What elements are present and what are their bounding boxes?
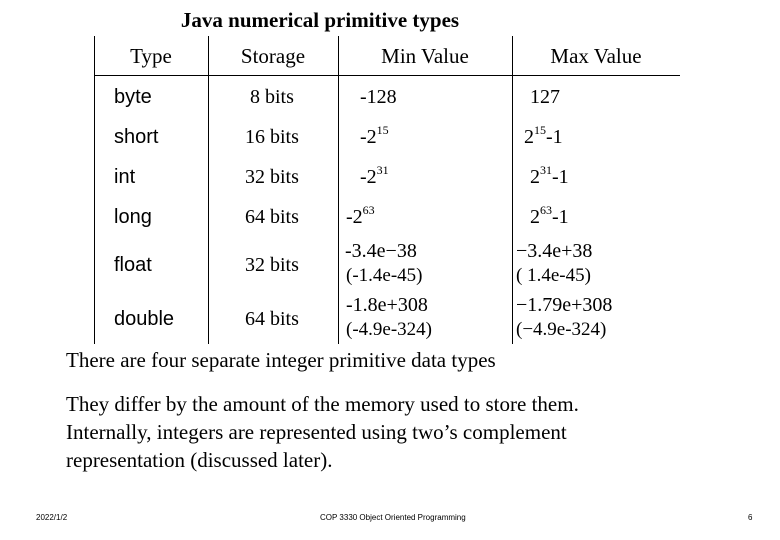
cell-min-short: $-2^{15}$ xyxy=(360,123,389,148)
cell-min-float-value: -3.4e−38 xyxy=(345,240,417,262)
header-storage: Storage xyxy=(240,44,306,68)
cell-max-short: $2^{15}-1$ xyxy=(524,123,563,148)
footer-date: 2022/1/2 xyxy=(36,513,68,522)
cell-min-int: $-2^{31}$ xyxy=(360,163,389,188)
cell-max-double-value: −1.79e+308 xyxy=(516,294,613,316)
cell-type-short: short xyxy=(114,126,159,148)
cell-storage-byte: 8 bits xyxy=(250,86,294,108)
footer-course: COP 3330 Object Oriented Programming xyxy=(320,513,466,522)
cell-min-byte: -128 xyxy=(360,86,397,108)
body-paragraph-2-line-3: representation (discussed later). xyxy=(66,448,333,472)
cell-max-double-subnormal: (−4.9e-324) xyxy=(516,319,607,340)
cell-min-double-subnormal: (-4.9e-324) xyxy=(346,319,432,340)
cell-type-int: int xyxy=(114,166,136,188)
header-max-value: Max Value xyxy=(550,44,642,68)
table-column-divider xyxy=(208,36,209,344)
slide-title: Java numerical primitive types xyxy=(180,8,460,32)
header-type: Type xyxy=(130,44,172,68)
cell-storage-long: 64 bits xyxy=(245,206,299,228)
cell-min-double-value: -1.8e+308 xyxy=(346,294,428,316)
cell-storage-float: 32 bits xyxy=(245,254,299,276)
cell-min-long: $-2^{63}$ xyxy=(346,203,375,228)
body-paragraph-2-line-1: They differ by the amount of the memory used to store them. xyxy=(66,392,579,416)
table-left-border xyxy=(94,36,95,344)
cell-type-long: long xyxy=(114,206,152,228)
cell-type-byte: byte xyxy=(114,86,152,108)
cell-type-float: float xyxy=(114,254,152,276)
cell-type-double: double xyxy=(114,308,175,330)
cell-storage-int: 32 bits xyxy=(245,166,299,188)
header-min-value: Min Value xyxy=(381,44,469,68)
cell-storage-short: 16 bits xyxy=(245,126,299,148)
cell-storage-double: 64 bits xyxy=(245,308,299,330)
cell-max-byte: 127 xyxy=(530,86,560,108)
cell-max-float-subnormal: ( 1.4e-45) xyxy=(516,265,591,286)
table-header-divider xyxy=(94,75,680,76)
cell-min-float-subnormal: (-1.4e-45) xyxy=(346,265,423,286)
cell-max-float-value: −3.4e+38 xyxy=(516,240,593,262)
cell-max-long: $2^{63}-1$ xyxy=(530,203,569,228)
cell-max-int: $2^{31}-1$ xyxy=(530,163,569,188)
table-column-divider xyxy=(338,36,339,344)
body-paragraph-2-line-2: Internally, integers are represented using two’s complement xyxy=(66,420,567,444)
footer-page-number: 6 xyxy=(748,513,753,522)
body-paragraph-1: There are four separate integer primitive data types xyxy=(66,348,496,372)
table-column-divider xyxy=(512,36,513,344)
